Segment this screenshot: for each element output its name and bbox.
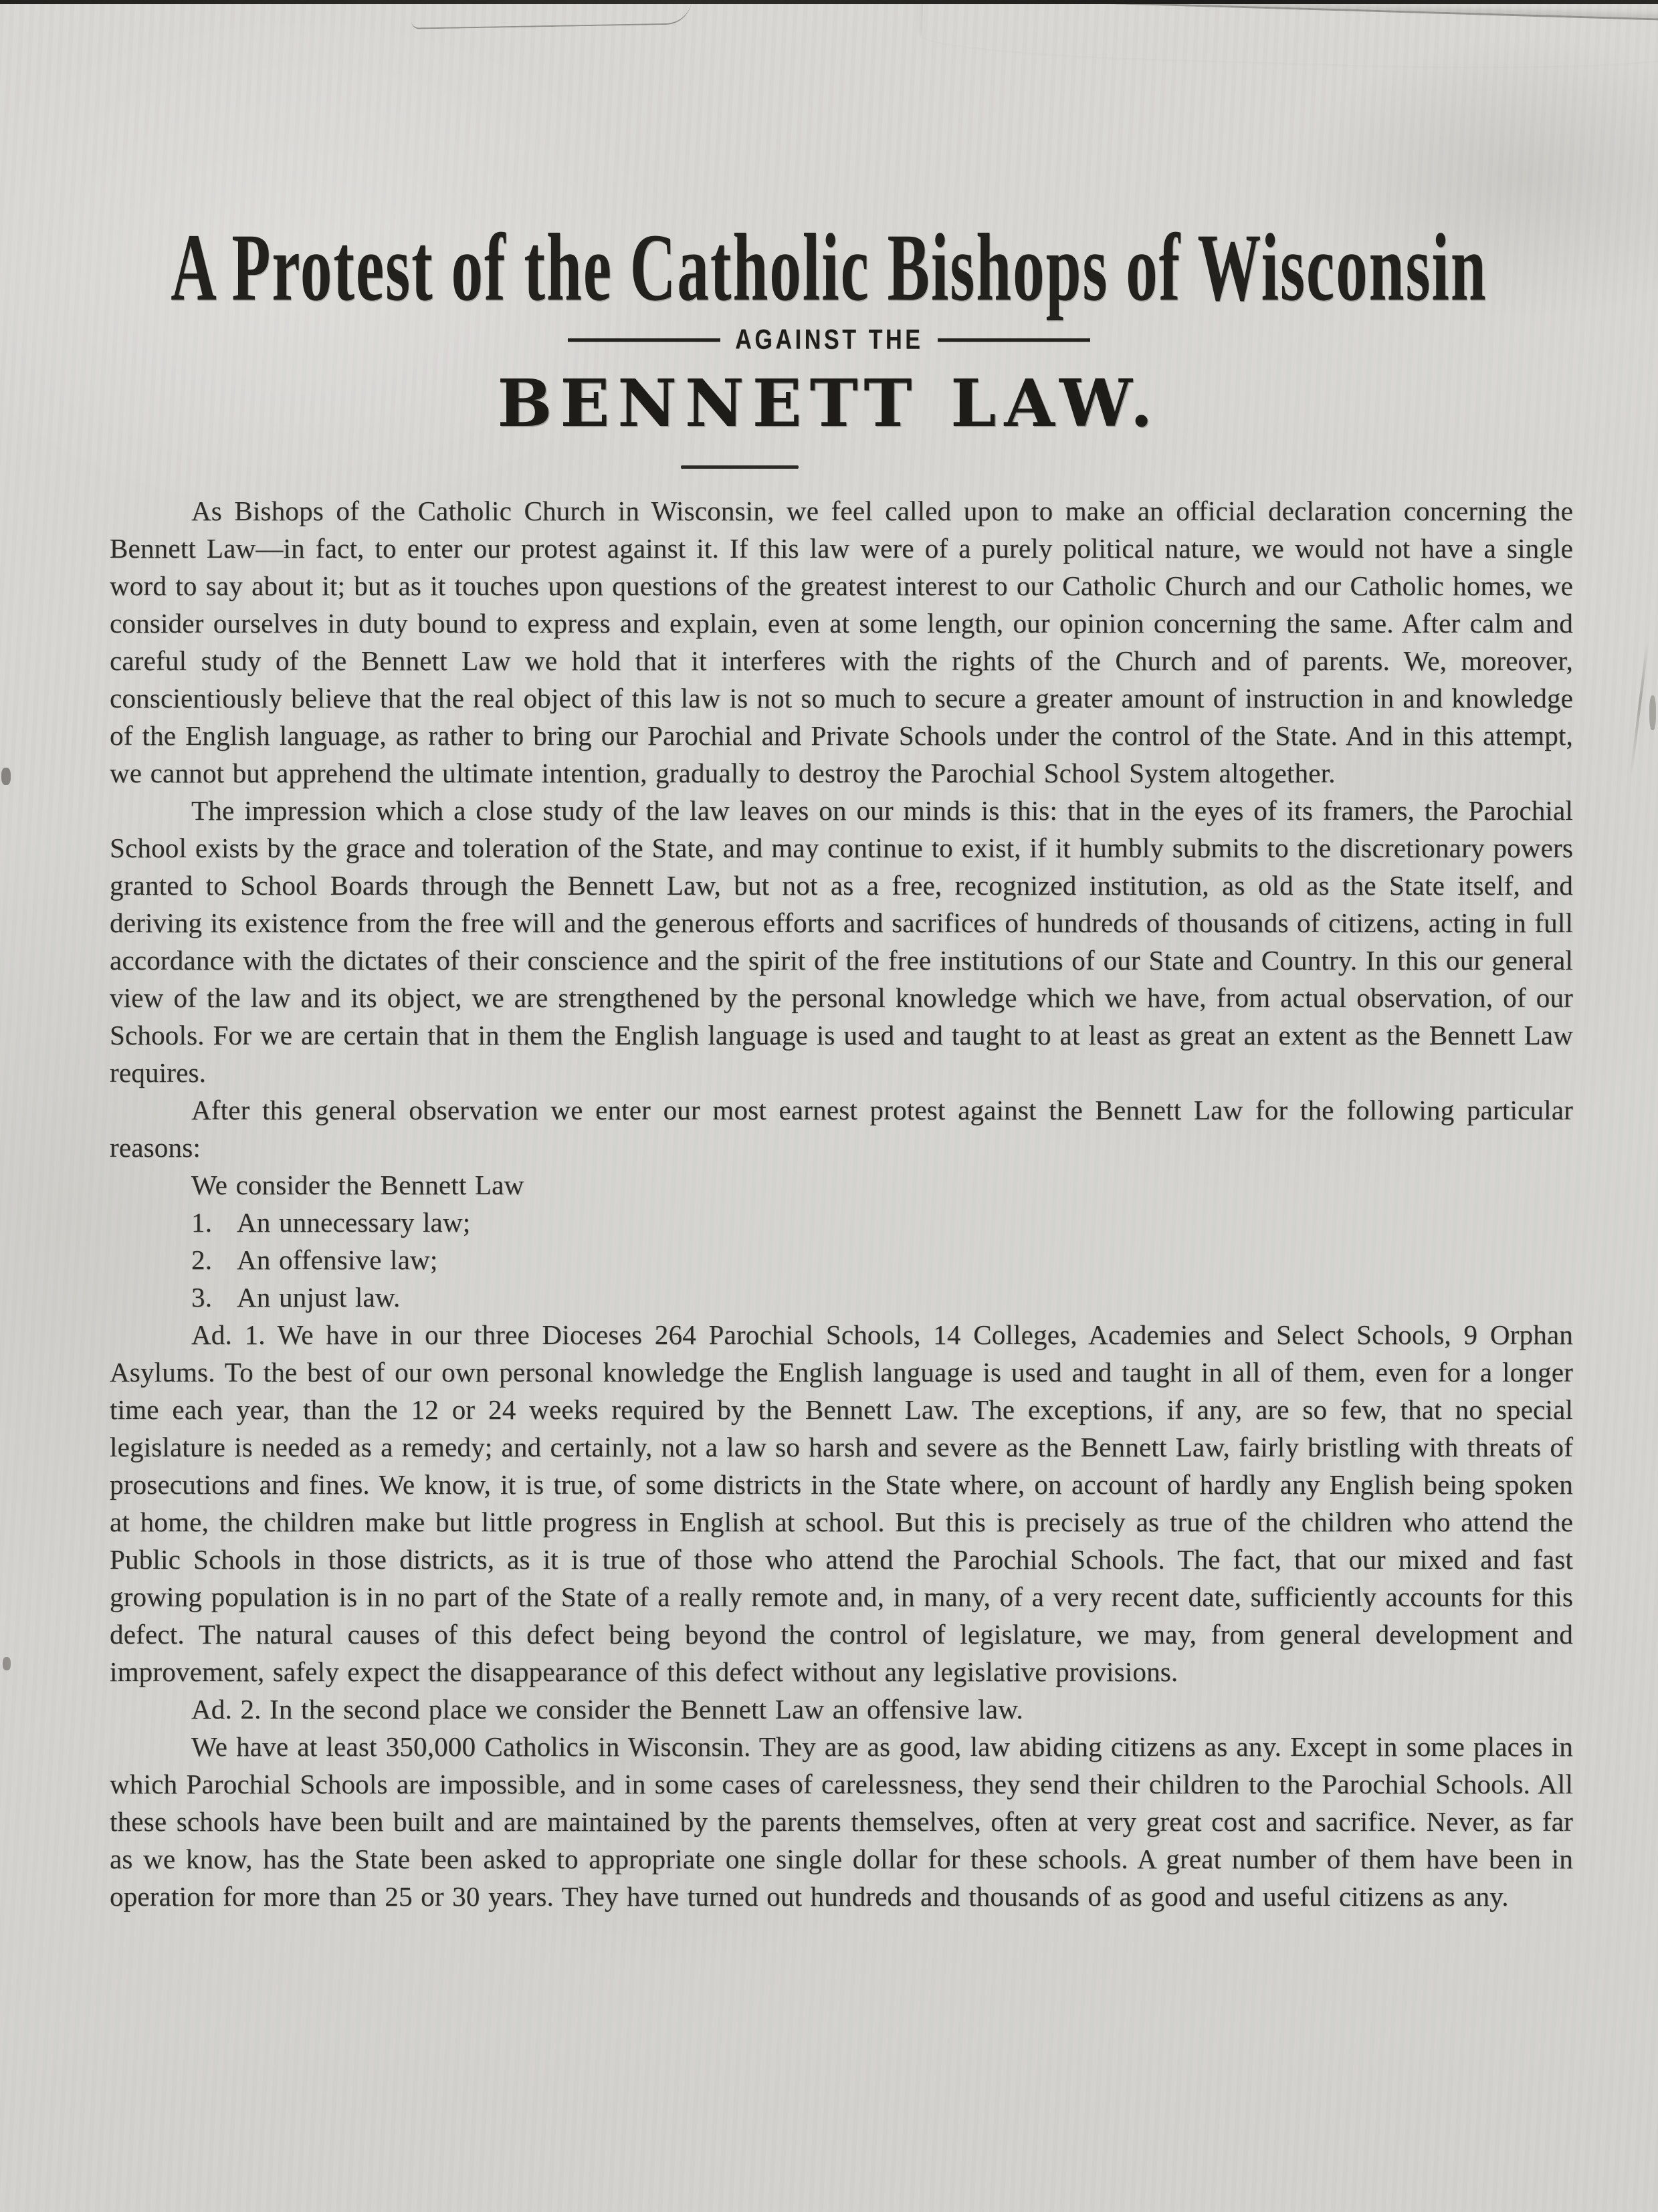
paragraph-protest-intro: After this general observation we enter our most earnest protest against the Bennett Law for the following particular reasons: xyxy=(110,1095,1573,1163)
paragraph-ad2: Ad. 2. In the second place we consider the Bennett Law an offensive law. xyxy=(191,1694,1023,1725)
against-the-label: AGAINST THE xyxy=(734,324,924,355)
scan-edge-top xyxy=(0,0,1658,4)
page-title: A Protest of the Catholic Bishops of Wisconsin xyxy=(171,213,1487,322)
against-the-row xyxy=(0,326,1658,354)
list-item-text: An unnecessary law; xyxy=(237,1207,471,1238)
edge-speck xyxy=(3,1657,11,1670)
divider-rule xyxy=(681,465,799,469)
list-item-1 xyxy=(110,1204,1573,1241)
paragraph-ad1: Ad. 1. We have in our three Dioceses 264 Parochial Schools, 14 Colleges, Academies and Select Schools, 9 Orphan Asylums. To the best of our own personal knowledge the English language is used and taught in all of them, even for a longer time each year, than the 12 or 24 weeks required by the Bennett Law. The exceptions, if any, are so few, that no special legislature is needed as a remedy; and certainly, not a law so harsh and severe as the Bennett Law, fairly bristling with threats of prosecutions and fines. We know, it is true, of some districts in the State where, on account of hardly any English being spoken at home, the children make but little progress in English at school. But this is precisely as true of the children who attend the Public Schools in those districts, as it is true of those who attend the Parochial Schools. The fact, that our mixed and fast growing population is in no part of the State of a really remote and, in many, of a very recent date, sufficiently accounts for this defect. The natural causes of this defect being beyond the control of legislature, we may, from general development and improvement, safely expect the disappearance of this defect without any legislative provisions. xyxy=(110,1319,1573,1687)
subtitle-left-rule xyxy=(568,338,720,342)
list-item-3 xyxy=(110,1279,1573,1316)
scan-edge-bottom xyxy=(0,2203,1658,2212)
list-item-text: An unjust law. xyxy=(237,1282,401,1313)
edge-speck xyxy=(1,768,11,785)
list-item-number: 3. xyxy=(191,1282,213,1313)
subtitle-right-rule xyxy=(938,338,1090,342)
paper-crease-top-mid xyxy=(411,0,693,29)
paragraph-opening: As Bishops of the Catholic Church in Wisconsin, we feel called upon to make an official declaration concerning the Bennett Law—in fact, to enter our protest against it. If this law were of a purely political nature, we would not have a single word to say about it; but as it touches upon questions of the greatest interest to our Catholic Church and our Catholic homes, we consider ourselves in duty bound to express and explain, even at some length, our opinion concerning the same. After calm and careful study of the Bennett Law we hold that it interferes with the rights of the Church and of parents. We, moreover, conscientiously believe that the real object of this law is not so much to secure a greater amount of instruction in and knowledge of the English language, as rather to bring our Parochial and Private Schools under the control of the State. And in this attempt, we cannot but apprehend the ultimate intention, gradually to destroy the Parochial School System altogether. xyxy=(110,495,1573,788)
list-item-2 xyxy=(110,1241,1573,1279)
document-body xyxy=(110,492,1573,1915)
paragraph-impression: The impression which a close study of the law leaves on our minds is this: that in the eyes of its framers, the Parochial School exists by the grace and toleration of the State, and may continue to exist, if it humbly submits to the discretionary powers granted to School Boards through the Bennett Law, but not as a free, recognized institution, as old as the State itself, and deriving its existence from the free will and the generous efforts and sacrifices of hundreds of thousands of citizens, acting in full accordance with the dictates of their conscience and the spirit of the free institutions of our State and Country. In this our general view of the law and its object, we are strengthened by the personal knowledge which we have, from actual observation, of our Schools. For we are certain that in them the English language is used and taught to at least as great an extent as the Bennett Law requires. xyxy=(110,795,1574,1088)
law-heading: BENNETT LAW. xyxy=(497,365,1161,441)
list-item-number: 2. xyxy=(191,1244,213,1275)
list-item-text: An offensive law; xyxy=(237,1244,438,1275)
paper-fold-mark xyxy=(1630,643,1649,776)
paragraph-consider-intro: We consider the Bennett Law xyxy=(191,1170,524,1200)
paper-crease-top-right xyxy=(922,0,1658,75)
edge-speck xyxy=(1649,695,1656,730)
paragraph-closing: We have at least 350,000 Catholics in Wisconsin. They are as good, law abiding citizens as any. Except in some places in which Parochial Schools are impossible, and in some cases of carelessness, they send their children to the Parochial Schools. All these schools have been built and are maintained by the parents themselves, often at very great cost and sacrifice. Never, as far as we know, has the State been asked to appropriate one single dollar for these schools. A great number of them have been in operation for more than 25 or 30 years. They have turned out hundreds and thousands of as good and useful citizens as any. xyxy=(110,1731,1573,1912)
list-item-number: 1. xyxy=(191,1207,213,1238)
